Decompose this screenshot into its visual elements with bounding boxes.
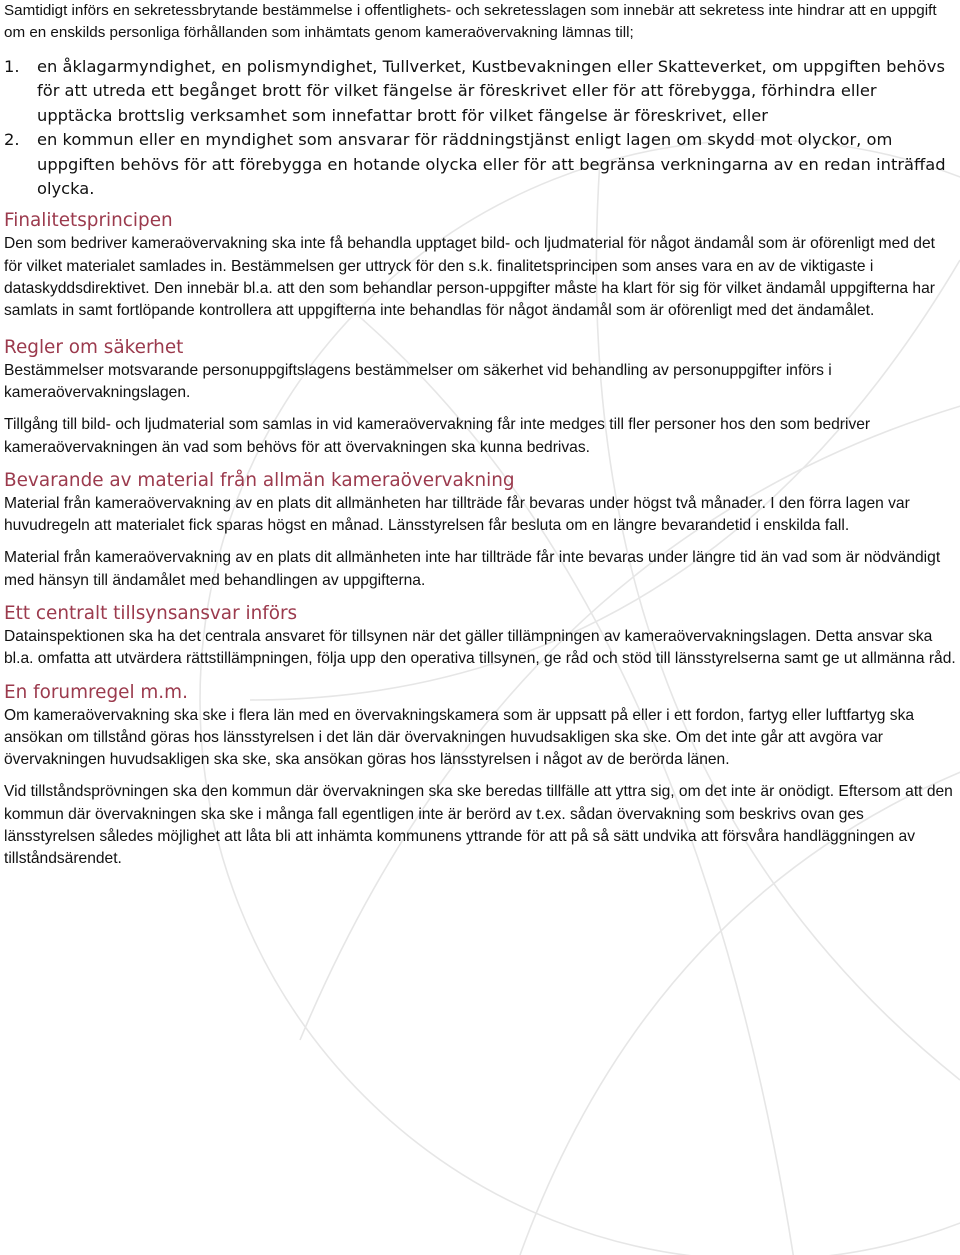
list-number: 2. [4, 130, 20, 150]
paragraph: Material från kameraövervakning av en plats dit allmänheten inte har tillträde får inte bevaras under längre tid än vad som är nödvändigt med hänsyn till ändamålet med behandlingen av uppgifterna. [4, 549, 941, 589]
section-finalitetsprincipen [4, 209, 956, 322]
recipient-list [4, 55, 956, 201]
list-item-text: en åklagarmyndighet, en polismyndighet, Tullverket, Kustbevakningen eller Skatteverket, om uppgiften behövs för att utreda ett begånget brott för vilket fängelse är föreskrivet eller för att förebygga, förhindra eller upptäcka brottslig verksamhet som innefattar brott för vilket fängelse är föreskrivet, eller [37, 57, 945, 125]
paragraph: Bestämmelser motsvarande personuppgiftslagens bestämmelser om säkerhet vid behandling av personuppgifter införs i kameraövervakningslagen. [4, 361, 832, 401]
intro-paragraph: Samtidigt införs en sekretessbrytande bestämmelse i offentlighets- och sekretesslagen som innebär att sekretess inte hindrar att en uppgift om en enskilds personliga förhållanden som inhämtats genom kameraövervakning lämnas till; [4, 2, 937, 41]
paragraph: Den som bedriver kameraövervakning ska inte få behandla upptaget bild- och ljudmaterial för något ändamål som är oförenligt med det för vilket materialet samlades in. Bestämmelsen ger uttryck för den s.k. finalitetsprincipen som anses vara en av de viktigaste i dataskyddsdirektivet. Den innebär bl.a. att den som behandlar person-uppgifter måste ha klart för sig för vilket ändamål uppgifterna har samlats in samt fortlöpande kontrollera att uppgifterna inte behandlas för något ändamål som är oförenligt med det ändamålet. [4, 235, 935, 320]
paragraph: Vid tillståndsprövningen ska den kommun där övervakningen ska ske beredas tillfälle att yttra sig, om det inte är onödigt. Eftersom att den kommun där övervakningen ska ske i många fall egentligen inte är berörd av t.ex. sådan övervakning som beskrivs ovan ges länsstyrelsen således möjlighet att låta bli att inhämta kommunens yttrande för att på så sätt undvika att försvåra handläggningen av tillståndsärendet. [4, 783, 953, 868]
section-tillsynsansvar [4, 602, 956, 671]
list-item [4, 55, 956, 128]
section-regler-om-sakerhet [4, 336, 956, 459]
paragraph: Datainspektionen ska ha det centrala ansvaret för tillsynen när det gäller tillämpningen av kameraövervakningslagen. Detta ansvar ska bl.a. omfatta att utvärdera rättstillämpningen, följa upp den operativa tillsynen, ge råd och stöd till länsstyrelserna samt ge ut allmänna råd. [4, 628, 956, 668]
paragraph: Tillgång till bild- och ljudmaterial som samlas in vid kameraövervakning får inte medges till fler personer hos den som bedriver kameraövervakningen än vad som behövs för att övervakningen ska kunna bedrivas. [4, 416, 871, 456]
section-heading: En forumregel m.m. [4, 681, 188, 703]
section-heading: Regler om säkerhet [4, 336, 184, 358]
section-bevarande [4, 469, 956, 592]
paragraph: Om kameraövervakning ska ske i flera län med en övervakningskamera som är uppsatt på eller i ett fordon, fartyg eller luftfartyg ska ansökan om tillstånd göras hos länsstyrelsen i det län där övervakningen huvudsakligen ska ske. Om det inte går att avgöra var övervakningen huvudsakligen ska ske, ska ansökan göras hos länsstyrelsen i något av de berörda länen. [4, 706, 915, 769]
list-item [4, 128, 956, 201]
section-heading: Ett centralt tillsynsansvar införs [4, 603, 298, 624]
list-item-text: en kommun eller en myndighet som ansvarar för räddningstjänst enligt lagen om skydd mot olyckor, om uppgiften behövs för att förebygga en hotande olycka eller för att begränsa verkningarna av en redan inträffad olycka. [37, 130, 946, 199]
section-heading: Finalitetsprincipen [4, 210, 173, 232]
section-forumregel [4, 681, 956, 871]
list-number: 1. [4, 57, 20, 76]
section-heading: Bevarande av material från allmän kameraövervakning [4, 469, 515, 491]
paragraph: Material från kameraövervakning av en plats dit allmänheten har tillträde får bevaras under högst två månader. I den förra lagen var huvudregeln att materialet fick sparas högst en månad. Länsstyrelsen får besluta om en längre bevarandetid i enskilda fall. [4, 494, 910, 535]
